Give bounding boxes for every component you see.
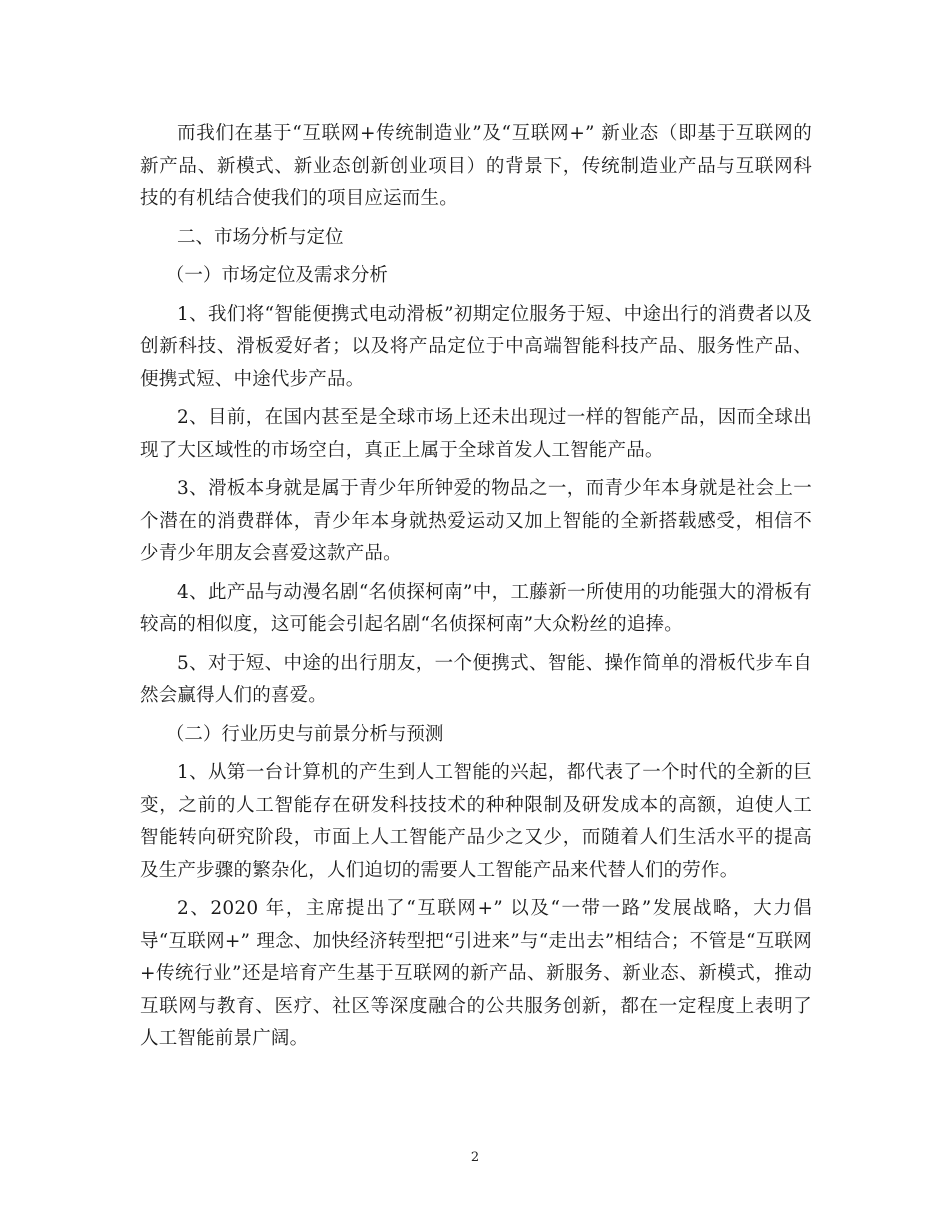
subsection-heading-positioning: （一）市场定位及需求分析 — [165, 265, 388, 286]
paragraph-item-3: 3、滑板本身就是属于青少年所钟爱的物品之一，而青少年本身就是社会上一个潜在的消费群体，青少年本身就热爱运动又加上智能的全新搭载感受，相信不少青少年朋友会喜爱这款产品。 — [140, 478, 812, 564]
paragraph-item-4: 4、此产品与动漫名剧“名侦探柯南”中，工藤新一所使用的功能强大的滑板有较高的相似度，这可能会引起名剧“名侦探柯南”大众粉丝的追捧。 — [140, 581, 812, 635]
paragraph-item-2: 2、目前，在国内甚至是全球市场上还未出现过一样的智能产品，因而全球出现了大区域性的市场空白，真正上属于全球首发人工智能产品。 — [140, 407, 812, 461]
paragraph-item-5: 5、对于短、中途的出行朋友，一个便携式、智能、操作简单的滑板代步车自然会赢得人们的喜爱。 — [140, 652, 812, 706]
paragraph-intro: 而我们在基于“互联网+传统制造业”及“互联网+” 新业态（即基于互联网的新产品、新模式、新业态创新创业项目）的背景下，传统制造业产品与互联网科技的有机结合使我们的项目应运而生。 — [140, 123, 812, 209]
document-body — [140, 118, 812, 1062]
page-number: 2 — [470, 1150, 480, 1165]
paragraph-item-1: 1、我们将“智能便携式电动滑板”初期定位服务于短、中途出行的消费者以及创新科技、滑板爱好者；以及将产品定位于中高端智能科技产品、服务性产品、便携式短、中途代步产品。 — [140, 303, 812, 390]
paragraph-history-2: 2、2020 年，主席提出了“互联网+” 以及“一带一路”发展战略，大力倡导“互联网+” 理念、加快经济转型把“引进来”与“走出去”相结合；不管是“互联网+传统行业”还是培育产生基于互联网的新产品、新服务、新业态、新模式，推动互联网与教育、医疗、社区等深度融合的公共服务创新，都在一定程度上表明了人工智能前景广阔。 — [140, 898, 812, 1049]
subsection-heading-industry-history: （二）行业历史与前景分析与预测 — [165, 723, 444, 745]
section-heading-market-analysis: 二、市场分析与定位 — [177, 226, 344, 248]
paragraph-history-1: 1、从第一台计算机的产生到人工智能的兴起，都代表了一个时代的全新的巨变，之前的人工智能存在研发科技技术的种种限制及研发成本的高额，迫使人工智能转向研究阶段，市面上人工智能产品少之又少，而随着人们生活水平的提高及生产步骤的繁杂化，人们迫切的需要人工智能产品来代替人们的劳作。 — [140, 762, 812, 881]
